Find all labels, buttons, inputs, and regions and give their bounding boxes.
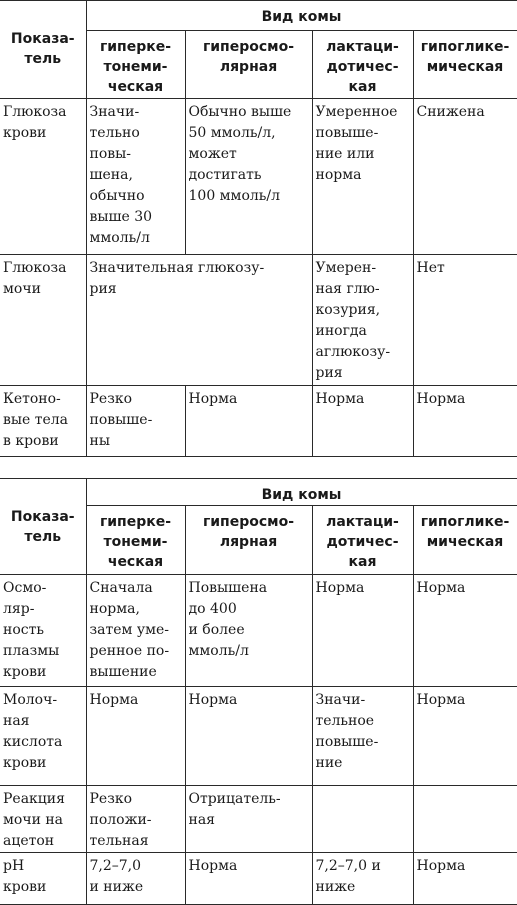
table-cell-merged: Значительная глюкозу- рия bbox=[86, 255, 312, 386]
row-label: Молоч- ная кислота крови bbox=[0, 687, 86, 786]
table-cell: Отрицатель- ная bbox=[185, 786, 312, 853]
table-row bbox=[0, 386, 517, 457]
header-col-lactacidotic: лактаци- дотичес- кая bbox=[312, 31, 413, 99]
table-cell: Резко положи- тельная bbox=[86, 786, 185, 853]
table-cell: Норма bbox=[413, 386, 517, 457]
table-cell: Резко повыше- ны bbox=[86, 386, 185, 457]
header-col-hypoglycemic: гипоглике- мическая bbox=[413, 31, 517, 99]
table-cell: Сначала норма, затем уме- ренное по- вышение bbox=[86, 575, 185, 687]
table-cell: Нет bbox=[413, 255, 517, 386]
row-label: pH крови bbox=[0, 853, 86, 905]
table-cell: Значи- тельно повы- шена, обычно выше 30 ммоль/л bbox=[86, 99, 185, 255]
row-label: Осмо- ляр- ность плазмы крови bbox=[0, 575, 86, 687]
row-label: Кетоно- вые тела в крови bbox=[0, 386, 86, 457]
header-col-hyperosmolar: гиперосмо- лярная bbox=[185, 506, 312, 575]
table-cell: Норма bbox=[185, 853, 312, 905]
table-row bbox=[0, 255, 517, 386]
table-row bbox=[0, 99, 517, 255]
header-col-hyperosmolar: гиперосмо- лярная bbox=[185, 31, 312, 99]
header-col-hypoglycemic: гипоглике- мическая bbox=[413, 506, 517, 575]
table-row bbox=[0, 575, 517, 687]
header-col-hyperketonemic: гиперке- тонеми- ческая bbox=[86, 31, 185, 99]
header-coma-type: Вид комы bbox=[86, 479, 517, 506]
row-label: Глюкоза мочи bbox=[0, 255, 86, 386]
header-col-hyperketonemic: гиперке- тонеми- ческая bbox=[86, 506, 185, 575]
table-row bbox=[0, 853, 517, 905]
table-cell: 7,2–7,0 и ниже bbox=[86, 853, 185, 905]
table-cell: Умерен- ная глю- козурия, иногда аглюкозу- рия bbox=[312, 255, 413, 386]
table-cell: Норма bbox=[312, 575, 413, 687]
header-param: Показа- тель bbox=[0, 1, 86, 99]
table-cell: Норма bbox=[413, 687, 517, 786]
table-cell bbox=[312, 786, 413, 853]
table-cell: Умеренное повыше- ние или норма bbox=[312, 99, 413, 255]
table-cell: Норма bbox=[413, 853, 517, 905]
header-col-lactacidotic: лактаци- дотичес- кая bbox=[312, 506, 413, 575]
table-cell: 7,2–7,0 и ниже bbox=[312, 853, 413, 905]
table-cell: Снижена bbox=[413, 99, 517, 255]
table-cell bbox=[413, 786, 517, 853]
header-coma-type: Вид комы bbox=[86, 1, 517, 31]
table-cell: Норма bbox=[312, 386, 413, 457]
table-cell: Обычно выше 50 ммоль/л, может достигать 100 ммоль/л bbox=[185, 99, 312, 255]
row-label: Реакция мочи на ацетон bbox=[0, 786, 86, 853]
table-cell: Значи- тельное повыше- ние bbox=[312, 687, 413, 786]
table-cell: Норма bbox=[185, 386, 312, 457]
table-cell: Норма bbox=[86, 687, 185, 786]
row-label: Глюкоза крови bbox=[0, 99, 86, 255]
table-row bbox=[0, 786, 517, 853]
table-cell: Повышена до 400 и более ммоль/л bbox=[185, 575, 312, 687]
table-cell: Норма bbox=[413, 575, 517, 687]
header-param: Показа- тель bbox=[0, 479, 86, 575]
table-row bbox=[0, 687, 517, 786]
coma-table-2 bbox=[0, 478, 517, 905]
table-cell: Норма bbox=[185, 687, 312, 786]
